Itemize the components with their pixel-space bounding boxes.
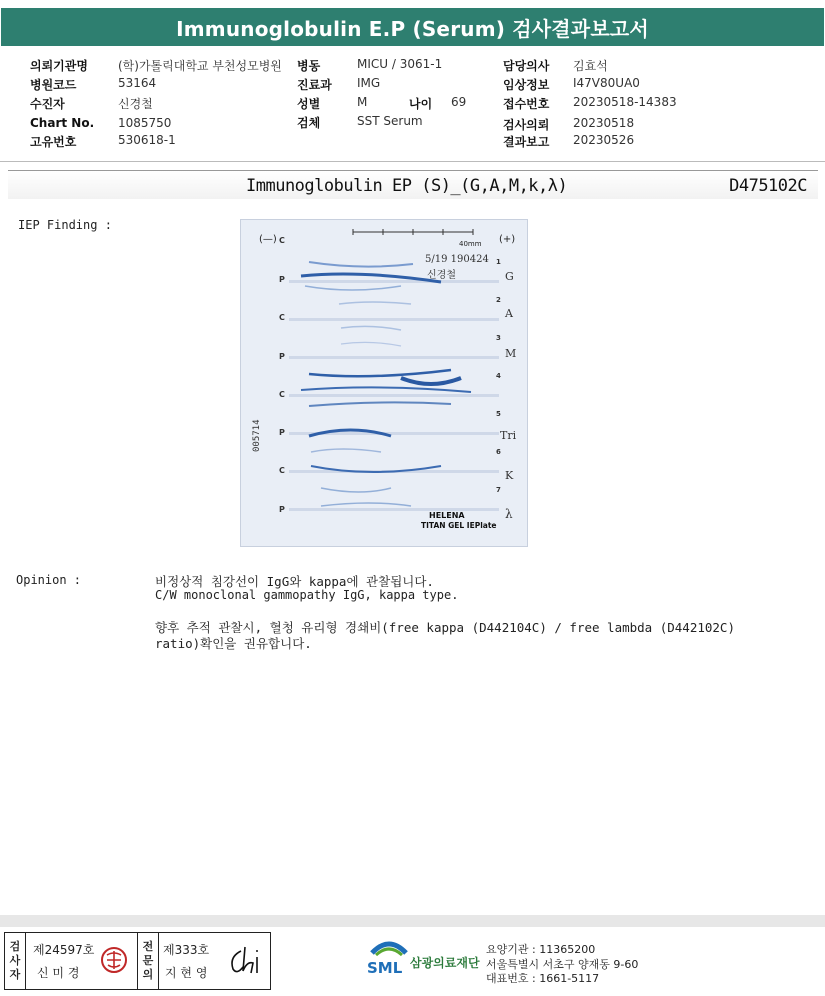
report-title: Immunoglobulin E.P (Serum) 검사결과보고서 [1,8,824,46]
info-value: 20230518 [573,116,635,130]
row-mark: C [279,236,285,245]
lane-number: 2 [496,296,501,304]
lane-number: 7 [496,486,501,494]
opinion-line-3: 향후 추적 관찰시, 혈청 유리형 경쇄비(free kappa (D442104C) / free lambda (D442102C) [155,620,735,635]
info-value: 53164 [118,76,157,90]
info-label: 성별 [297,97,321,111]
info-label: 진료과 [297,78,332,92]
lane-label-a: A [505,307,513,320]
lane-number: 6 [496,448,501,456]
trough-line [289,356,499,359]
info-value: SST Serum [357,114,423,128]
iep-label: IEP Finding : [18,218,112,232]
lane-number: 4 [496,372,501,380]
lane-number: 5 [496,410,501,418]
role-char: 검 [9,940,21,953]
pos-pole-label: (+) [499,234,516,245]
gel-background [241,220,527,546]
opinion-line-4: ratio)확인을 권유합니다. [155,636,312,651]
role-doctor [137,933,159,989]
gel-side-id: 005714 [252,419,262,452]
age-value: 69 [451,95,467,109]
opinion-label: Opinion : [16,573,82,587]
org-name: 삼광의료재단 [410,956,480,970]
role-char: 자 [9,968,21,981]
test-code: D475102C [729,176,807,196]
lane-label-kappa: K [505,469,514,482]
row-mark: P [279,352,285,361]
info-value: MICU / 3061-1 [357,57,443,71]
footer-line-1: 요양기관 : 11365200 [486,943,596,956]
info-label: 병동 [297,59,321,73]
info-value: M [357,95,368,109]
lane-label-m: M [505,347,517,360]
trough-line [289,508,499,511]
gel-brand: HELENA [429,511,465,520]
row-mark: C [279,390,285,399]
info-value: 20230518-14383 [573,95,677,109]
info-label: 접수번호 [503,97,550,111]
role-char: 사 [9,954,21,967]
info-label: 병원코드 [30,78,77,92]
row-mark: C [279,466,285,475]
row-mark: P [279,275,285,284]
row-mark: C [279,313,285,322]
info-value: 20230526 [573,133,635,147]
signature-icon [225,943,265,979]
lane-label-g: G [505,270,514,283]
logo-text: SML [367,959,403,977]
info-value: 김효석 [573,59,608,73]
lane-label-lambda: λ [505,507,513,521]
info-value: IMG [357,76,381,90]
role-char: 문 [142,954,154,967]
gel-brand-sub: TITAN GEL IEPlate [421,521,497,530]
age-label: 나이 [409,97,433,111]
lane-label-tri: Tri [500,429,517,442]
seal-stamp-icon [99,945,129,975]
opinion-line-1: 비정상적 침강선이 IgG와 kappa에 관찰됩니다. [155,574,434,589]
info-label: 임상정보 [503,78,550,92]
sml-logo-icon [366,937,412,983]
trough-line [289,394,499,397]
info-label: 결과보고 [503,135,550,149]
role-char: 전 [142,940,154,953]
info-label: 수진자 [30,97,65,111]
info-value: (학)가톨릭대학교 부천성모병원 [118,59,282,73]
info-label: 고유번호 [30,135,77,149]
info-value: 1085750 [118,116,172,130]
scale-label: 40mm [459,240,482,248]
iep-gel-image [240,219,528,547]
gel-patient: 신경철 [427,270,456,281]
tech-name: 신 미 경 [37,966,80,980]
footer-band [0,915,825,927]
info-label: 담당의사 [503,59,550,73]
signature-box [4,932,271,990]
info-label: Chart No. [30,116,95,130]
info-value: 530618-1 [118,133,176,147]
tech-license: 제24597호 [33,943,95,957]
gel-date: 5/19 190424 [425,254,489,265]
row-mark: P [279,428,285,437]
divider [0,161,825,162]
opinion-line-2: C/W monoclonal gammopathy IgG, kappa type. [155,588,459,602]
info-label: 검체 [297,116,321,130]
role-tech [5,933,26,989]
doctor-name: 지 현 영 [165,966,208,980]
neg-pole-label: (—) [259,234,277,245]
row-mark: P [279,505,285,514]
footer-line-2: 서울특별시 서초구 양재동 9-60 [486,958,639,971]
test-name: Immunoglobulin EP (S)_(G,A,M,k,λ) [246,176,568,196]
role-char: 의 [142,968,154,981]
info-value: I47V80UA0 [573,76,640,90]
info-label: 의뢰기관명 [30,59,88,73]
trough-line [289,280,499,283]
info-value: 신경철 [118,97,153,111]
lane-number: 3 [496,334,501,342]
doctor-license: 제333호 [163,943,210,957]
footer-line-3: 대표번호 : 1661-5117 [486,972,600,985]
trough-line [289,318,499,321]
lane-number: 1 [496,258,501,266]
info-label: 검사의뢰 [503,118,550,132]
gel-drawing [241,220,527,546]
